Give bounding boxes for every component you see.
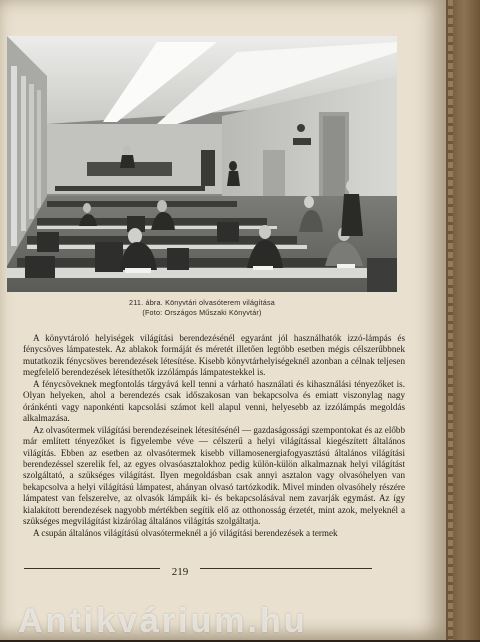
- paragraph: A csupán általános világítású olvasótermeknél a jó világítási berendezések a termek: [33, 527, 338, 538]
- reading-room-photo: [7, 36, 397, 292]
- spine-binding-edge: [448, 0, 453, 640]
- paragraph: Az olvasótermek világítási berendezéseinek létesítésénél — gazdaságossági szempontokat és az előbb már említett tényezőket is figyelembe véve — célszerű a helyi világítással kiegészített általános világítás. Ebben az esetben az olvasótermek kisebb villamosenergiafogyasztású általános világítási berendezéssel szerelik fel, az egyes olvasóasztalokhoz pedig külön-külön alkalmaznak helyi világítást szolgáltató, a szükséges világítást. Ilyen megoldásban csak annyi asztalon vagy olvasóhelyen van bekapcsolva a helyi világítású lámpatest, ahányan olvasó tartózkodik. Mivel minden olvasóhely részére lámpatest van felszerelve, az olvasók lámpáik ki- és bekapcsolásával nem zavarják egymást. Az így kialakított berendezések nagyobb mértékben segítik elő az otthonosság érzetét, mint azok, melyeknél a szükséges megvilágítást kizárólag általános világítás szolgáltatja.: [23, 424, 405, 527]
- caption-credit: (Foto: Országos Műszaki Könyvtár): [142, 308, 262, 317]
- body-text: [23, 333, 405, 539]
- caption-title: 211. ábra. Könyvtári olvasóterem világítása: [129, 298, 275, 307]
- paragraph: A könyvtároló helyiségek világítási berendezésénél egyaránt jól használhatók izzó-lámpás és fénycsöves lámpatestek. Az ablakok formáját és méretét illetően legtöbb esetben mégis célszerűbbnek mutatkozik fénycsöves berendezések létesítése. Kisebb könyvtárhelyiségeknél azonban a célnak teljesen megfelelő berendezések létesíthetők izzólámpás lámpatestekkel is.: [23, 333, 405, 378]
- paragraph: A fénycsöveknek megfontolás tárgyává kell tenni a várható használati és kihasználási tényezőket is. Olyan helyeken, ahol a berendezés csak időszakosan van bekapcsolva és emiatt viszonylag nagy óránkénti vagy naponkénti kapcsolási számot kell alapul venni, helyesebb az izzólámpás megoldás alkalmazása.: [23, 378, 405, 424]
- figure-caption: [0, 298, 404, 318]
- book-spine: [440, 0, 480, 640]
- watermark: Antikvárium.hu: [18, 602, 308, 640]
- page-number: 219: [160, 566, 200, 578]
